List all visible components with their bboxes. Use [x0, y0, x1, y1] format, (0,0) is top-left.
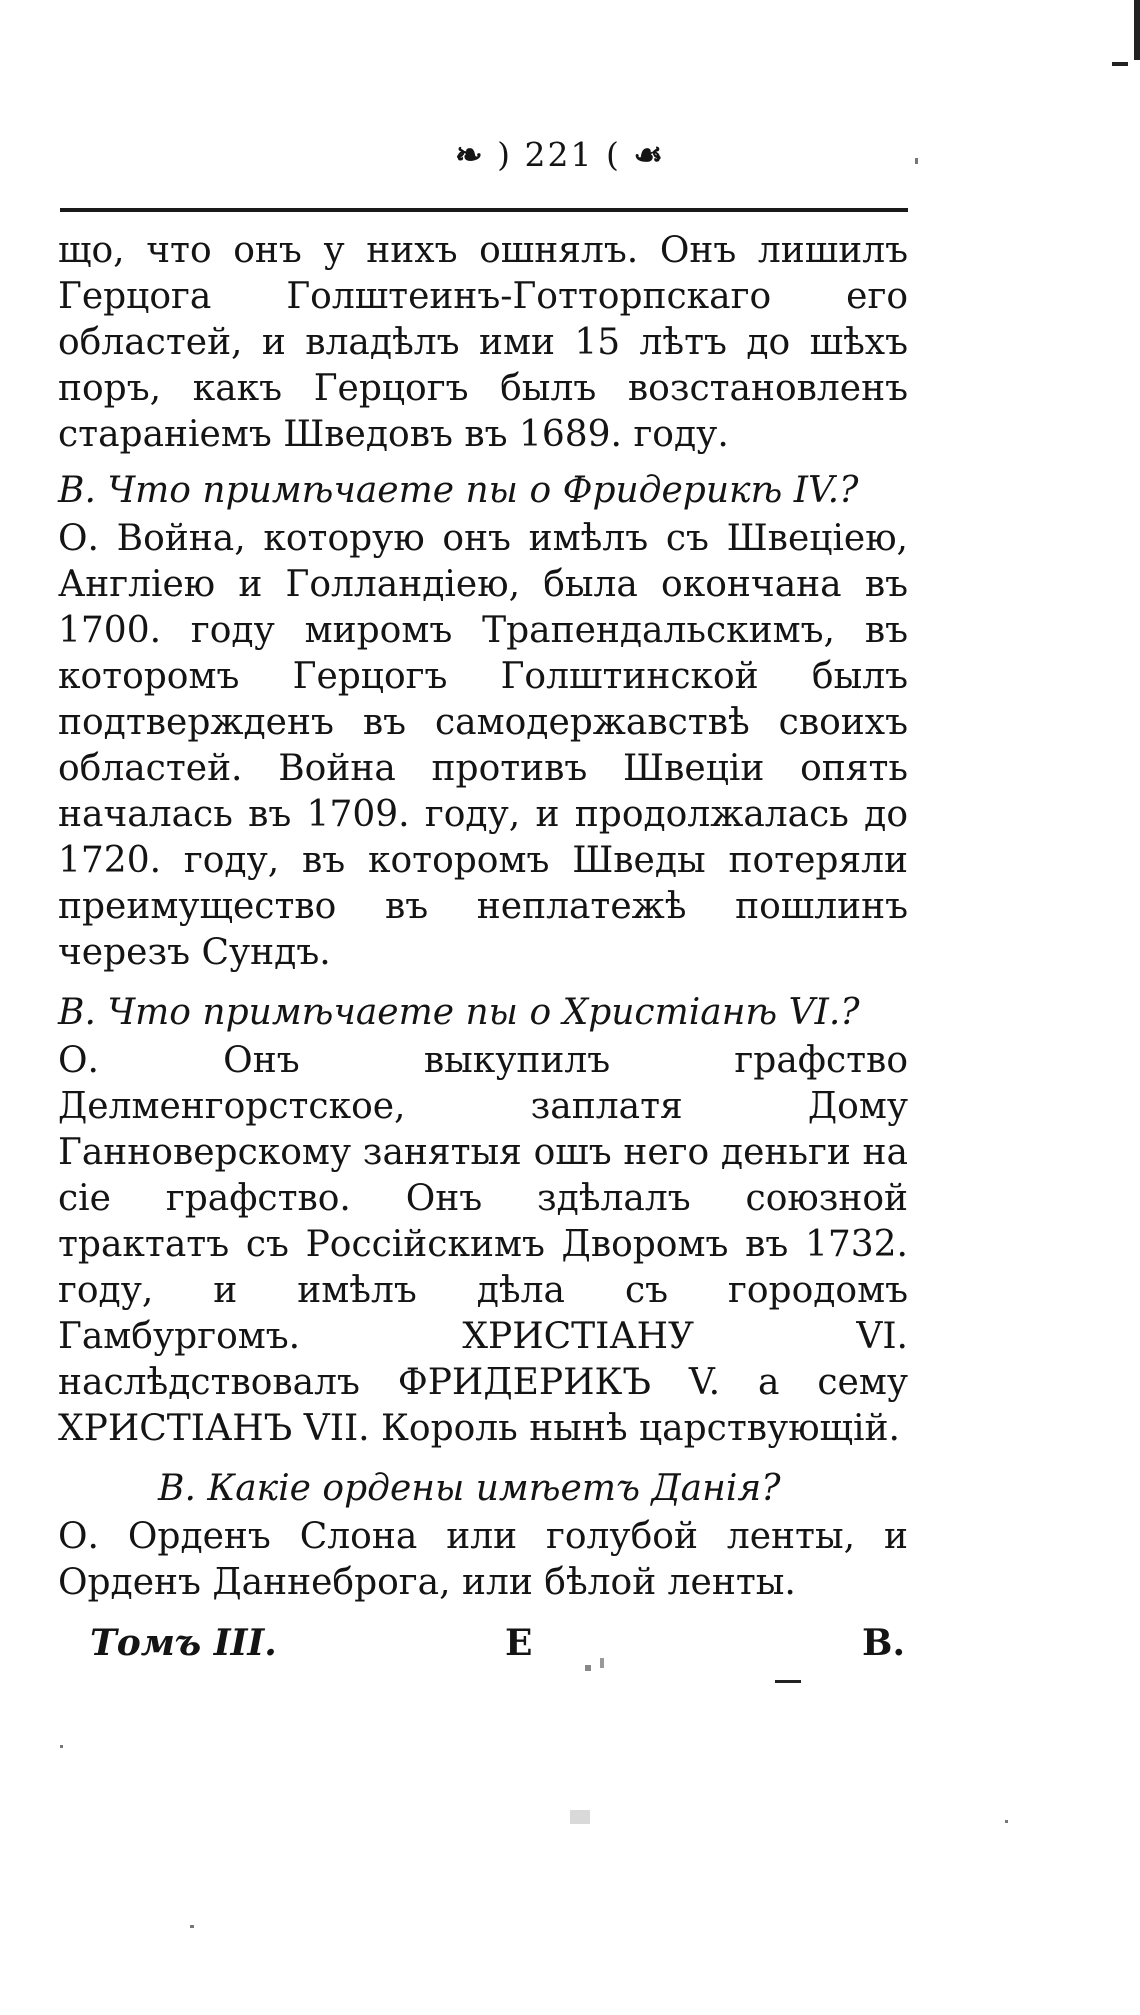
question-christian-vi: В. Что примѣчаете пы о Христіанѣ VI.? [58, 992, 860, 1033]
header-rule [60, 208, 908, 212]
answer-christian-vi: О. Онъ выкупилъ графство Делменгорстское, заплатя Дому Ганноверскому занятыя ошъ него деньги на сіе графство. Онъ здѣлалъ союзной трактатъ съ Россійскимъ Дворомъ въ 1732. году, и имѣлъ дѣла съ городомъ Гамбургомъ. ХРИСТІАНУ VI. наслѣдствовалъ ФРИДЕРИКЪ V. а сему ХРИСТІАНЪ VII. Король нынѣ царствующій. [58, 1040, 908, 1449]
page-edge-dash [1112, 62, 1128, 66]
page-body [58, 228, 908, 1606]
ink-speck [1005, 1820, 1008, 1823]
right-ornament-icon: ☙ [633, 135, 665, 174]
volume-label: Томъ III. [90, 1622, 277, 1664]
ink-speck [775, 1680, 801, 1683]
ink-speck [585, 1665, 591, 1671]
ink-speck [915, 158, 918, 164]
answer-frederick-iv: О. Война, которую онъ имѣлъ съ Швеціею, Англіею и Голландіею, была окончана въ 1700. году миромъ Трапендальскимъ, въ которомъ Герцогъ Голштинской былъ подтвержденъ въ самодержавствѣ своихъ областей. Война противъ Швеціи опять началась въ 1709. году, и продолжалась до 1720. году, въ которомъ Шведы потеряли преимущество въ неплатежѣ пошлинъ черезъ Сундъ. [58, 518, 908, 973]
answer-orders: О. Орденъ Слона или голубой ленты, и Орденъ Даннеброга, или бѣлой ленты. [58, 1516, 908, 1603]
paragraph-continuation: що, что онъ у нихъ ошнялъ. Онъ лишилъ Герцога Голштеинъ-Готторпскаго его областей, и владѣлъ ими 15 лѣтъ до шѣхъ поръ, какъ Герцогъ былъ возстановленъ стараніемъ Шведовъ въ 1689. году. [58, 230, 908, 455]
signature-mark: Е [505, 1622, 533, 1664]
ink-speck [570, 1810, 590, 1824]
ink-speck [600, 1658, 604, 1668]
left-ornament-icon: ❧ [455, 135, 485, 174]
question-orders: В. Какіе ордены имѣетъ Данія? [158, 1468, 781, 1509]
page-footer [90, 1622, 905, 1672]
question-frederick-iv: В. Что примѣчаете пы о Фридерикѣ IV.? [58, 470, 859, 511]
page-header [215, 135, 905, 174]
ink-speck [190, 1925, 194, 1928]
page-number: ) 221 ( [497, 135, 621, 174]
ink-speck [60, 1745, 63, 1748]
page-edge-mark [1134, 0, 1140, 60]
catchword: В. [862, 1622, 905, 1664]
